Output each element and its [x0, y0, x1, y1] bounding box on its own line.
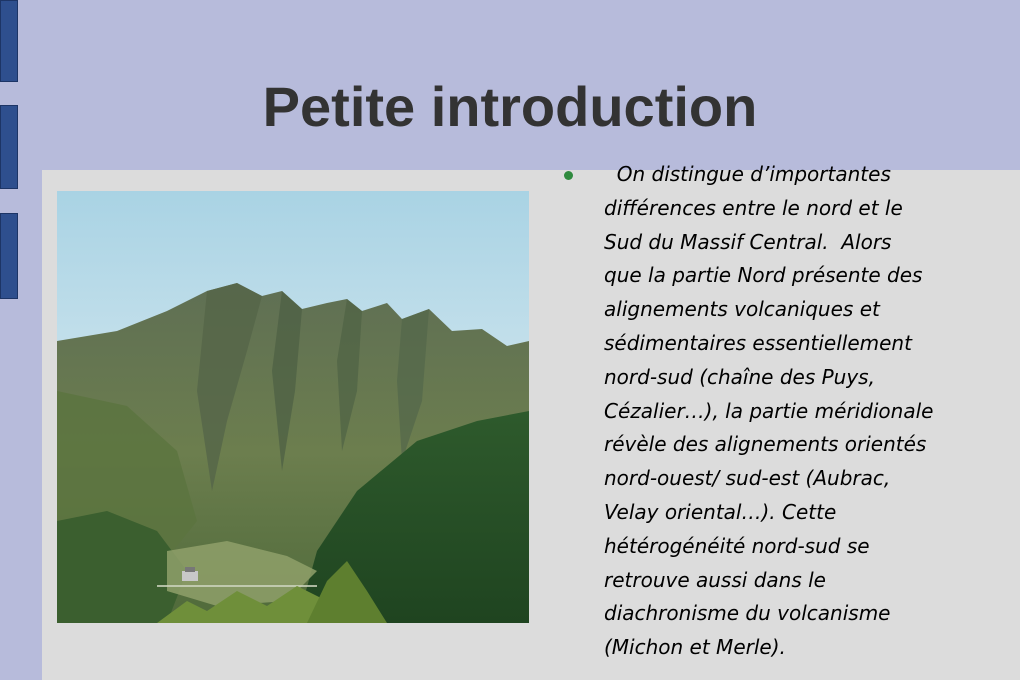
slide-title: Petite introduction [262, 75, 758, 138]
bullet-text: On distingue d’importantes différences entre le nord et le Sud du Massif Central. Alors que la partie Nord présente des alignements volcaniques et sédimentaires essentiellement nord-sud (chaîne des Puys, Cézalier…), la partie méridionale révèle des alignements orientés nord-ouest/ sud-est (Aubrac, Velay oriental…). Cette hétérogénéité nord-sud se retrouve aussi dans le diachronisme du volcanisme (Michon et Merle). [604, 162, 934, 660]
bullet-dot-icon [564, 171, 573, 180]
left-decor-tab-1 [0, 0, 18, 82]
mountain-photo [57, 191, 529, 623]
bullet-item [564, 158, 1004, 665]
left-decor-tab-3 [0, 213, 18, 299]
bullet-list [564, 158, 1004, 665]
